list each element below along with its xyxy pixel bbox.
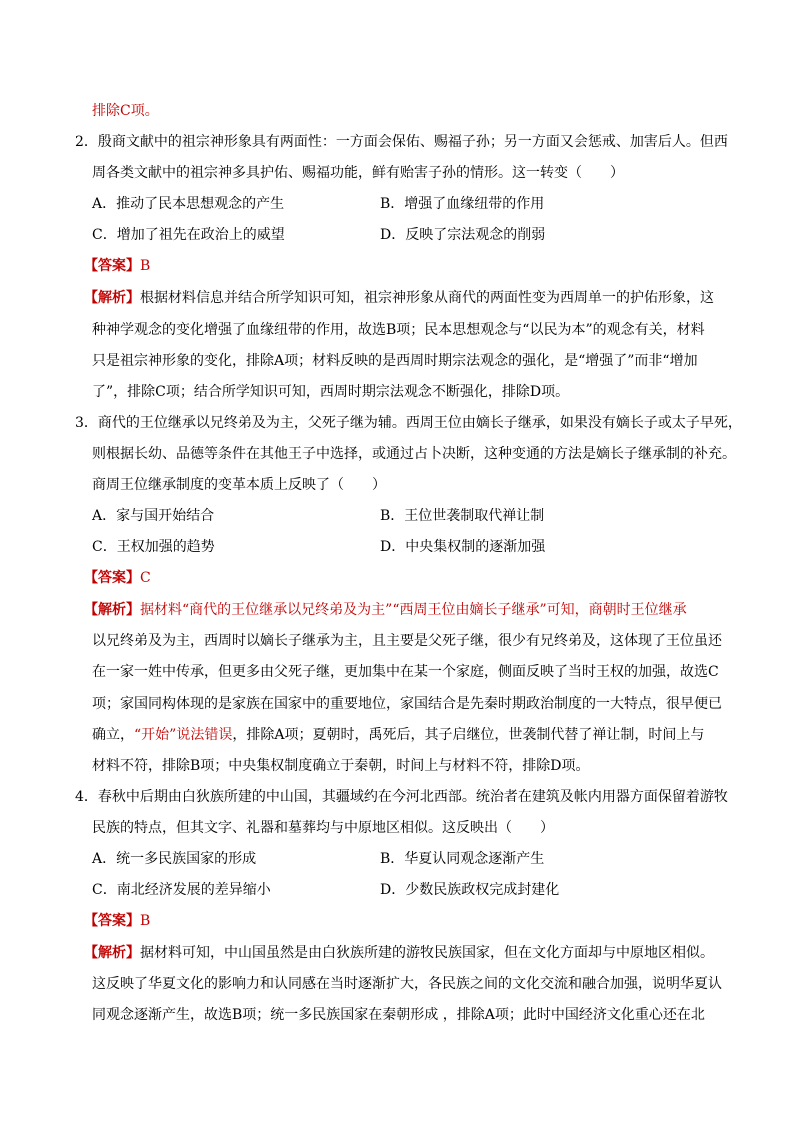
question-2-line-1: 2．殷商文献中的祖宗神形象具有两面性：一方面会保佑、赐福子孙；另一方面又会惩戒、加害后人。但西	[75, 134, 728, 150]
question-3-answer: 【答案】C	[84, 570, 151, 586]
question-4-analysis-line-3: 同观念逐渐产生，故选B项；统一多民族国家在秦朝形成 ，排除A项；此时中国经济文化重心还在北	[92, 1007, 705, 1023]
question-3-analysis-line-3: 在一家一姓中传承，但更多由父死子继，更加集中在某一个家庭，侧面反映了当时王权的加强，故选C	[92, 664, 719, 680]
question-2-analysis-line-4: 了”，排除C项；结合所学知识可知，西周时期宗法观念不断强化，排除D项。	[92, 384, 570, 400]
question-4-number: 4．	[75, 789, 98, 805]
question-2-analysis-line-3: 只是祖宗神形象的变化，排除A项；材料反映的是西周时期宗法观念的强化，是“增强了”而非“增加	[92, 353, 698, 369]
question-2-analysis-line-1: 【解析】根据材料信息并结合所学知识可知，祖宗神形象从商代的两面性变为西周单一的护佑形象，这	[84, 290, 714, 306]
question-4-answer: 【答案】B	[84, 913, 151, 929]
question-3-option-a[interactable]: A．家与国开始结合	[92, 508, 215, 524]
question-4-option-c[interactable]: C．南北经济发展的差异缩小	[92, 882, 271, 898]
question-3-analysis-line-5: 确立，“开始”说法错误，排除A项；夏朝时，禹死后，其子启继位，世袭制代替了禅让制，时间上与	[92, 727, 705, 743]
question-2-answer: 【答案】B	[84, 258, 151, 274]
question-3-option-c[interactable]: C．王权加强的趋势	[92, 539, 215, 555]
question-4-option-b[interactable]: B．华夏认同观念逐渐产生	[380, 851, 545, 867]
question-4-line-1: 4．春秋中后期由白狄族所建的中山国，其疆域约在今河北西部。统治者在建筑及帐内用器方面保留着游牧	[75, 789, 728, 805]
question-3-number: 3．	[75, 415, 98, 431]
question-3-analysis-line-2: 以兄终弟及为主，西周时以嫡长子继承为主，且主要是父死子继，很少有兄终弟及，这体现了王位虽还	[92, 633, 722, 649]
question-2-option-c[interactable]: C．增加了祖先在政治上的威望	[92, 227, 285, 243]
question-3-line-1: 3．商代的王位继承以兄终弟及为主，父死子继为辅。西周王位由嫡长子继承，如果没有嫡长子或太子早死，	[75, 415, 742, 431]
question-4-analysis-line-2: 这反映了华夏文化的影响力和认同感在当时逐渐扩大，各民族之间的文化交流和融合加强，说明华夏认	[92, 976, 722, 992]
question-4-option-d[interactable]: D．少数民族政权完成封建化	[380, 882, 560, 898]
prev-analysis-tail: 排除C项。	[92, 103, 159, 119]
question-3-line-3: 商周王位继承制度的变革本质上反映了（ ）	[92, 477, 386, 493]
question-3-option-b[interactable]: B．王位世袭制取代禅让制	[380, 508, 545, 524]
question-3-option-d[interactable]: D．中央集权制的逐渐加强	[380, 539, 546, 555]
question-4-analysis-line-1: 【解析】据材料可知，中山国虽然是由白狄族所建的游牧民族国家，但在文化方面却与中原地区相似。	[84, 945, 714, 961]
question-2-option-d[interactable]: D．反映了宗法观念的削弱	[380, 227, 546, 243]
question-2-line-2: 周各类文献中的祖宗神多具护佑、赐福功能，鲜有贻害子孙的情形。这一转变（ ）	[92, 165, 624, 181]
question-3-analysis-line-6: 材料不符，排除B项；中央集权制度确立于秦朝，时间上与材料不符，排除D项。	[92, 758, 590, 774]
question-4-option-a[interactable]: A．统一多民族国家的形成	[92, 851, 257, 867]
question-2-number: 2．	[75, 134, 98, 150]
question-3-line-2: 则根据长幼、品德等条件在其他王子中选择，或通过占卜决断，这种变通的方法是嫡长子继承制的补充。	[92, 446, 736, 462]
question-2-analysis-line-2: 种神学观念的变化增强了血缘纽带的作用，故选B项；民本思想观念与“以民为本”的观念有关，材料	[92, 322, 705, 338]
question-3-analysis-line-4: 项；家国同构体现的是家族在国家中的重要地位，家国结合是先秦时期政治制度的一大特点，很早便已	[92, 696, 722, 712]
question-3-analysis-line-1: 【解析】据材料“商代的王位继承以兄终弟及为主”“西周王位由嫡长子继承”可知，商朝时王位继承	[84, 602, 687, 618]
question-2-option-b[interactable]: B．增强了血缘纽带的作用	[380, 196, 545, 212]
question-4-line-2: 民族的特点，但其文字、礼器和墓葬均与中原地区相似。这反映出（ ）	[92, 820, 554, 836]
question-2-option-a[interactable]: A．推动了民本思想观念的产生	[92, 196, 285, 212]
